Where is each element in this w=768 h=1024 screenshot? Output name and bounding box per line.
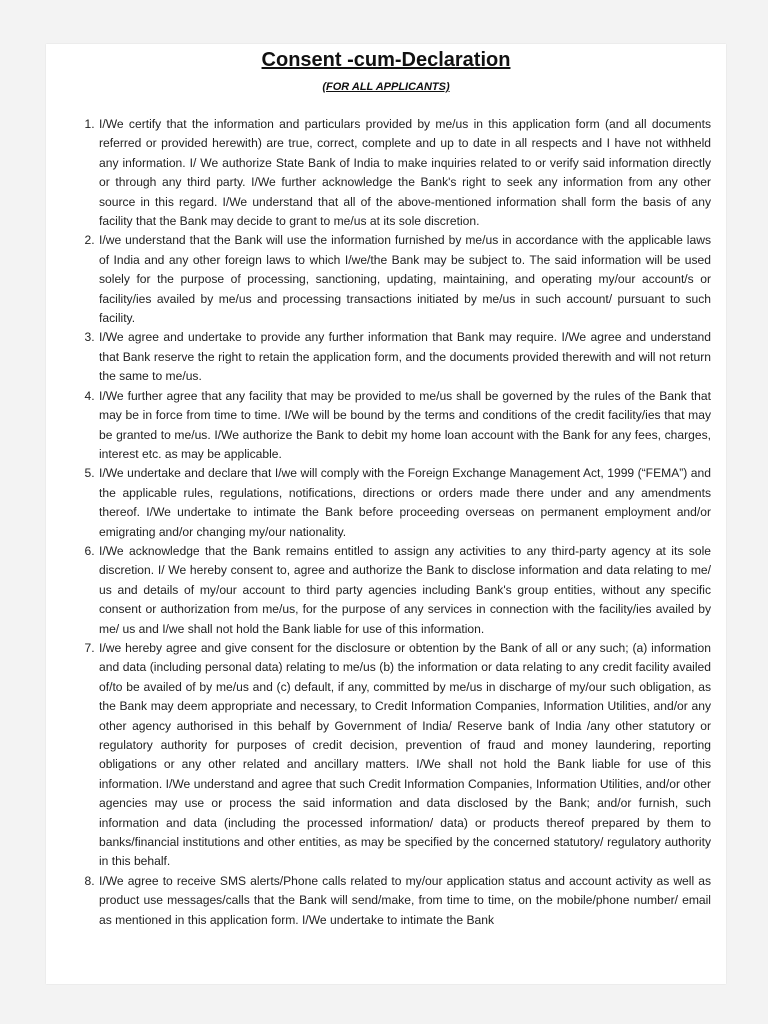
clause-item: 6. I/We acknowledge that the Bank remains entitled to assign any activities to any third-party agency at its sole discretion. I/ We hereby consent to, agree and authorize the Bank to disclose information and data relating to me/ us and details of my/our account to third party agencies including Bank's group entities, without any specific consent or authorization from me/us, for the purpose of any services in connection with the facility/ies availed by me/ us and I/we shall not hold the Bank liable for use of this information. [98,542,711,639]
document-page [46,44,726,984]
clause-item: 8. I/We agree to receive SMS alerts/Phone calls related to my/our application status and account activity as well as product use messages/calls that the Bank will send/make, from time to time, on the mobile/phone number/ email as mentioned in this application form. I/We undertake to intimate the Bank [98,872,711,930]
clause-list [46,115,726,930]
clause-item: 1. I/We certify that the information and particulars provided by me/us in this application form (and all documents referred or provided herewith) are true, correct, complete and up to date in all respects and I have not withheld any information. I/ We authorize State Bank of India to make inquiries related to or verify said information directly or through any third party. I/We further acknowledge the Bank's right to seek any information from any other source in this regard. I/We understand that all of the above-mentioned information shall form the basis of any facility that the Bank may decide to grant to me/us at its sole discretion. [98,115,711,231]
clause-item: 7. I/we hereby agree and give consent for the disclosure or obtention by the Bank of all or any such; (a) information and data (including personal data) relating to me/us (b) the information or data relating to any credit facility availed of/to be availed of by me/us and (c) default, if any, committed by me/us in discharge of my/our such obligation, as the Bank may deem appropriate and necessary, to Credit Information Companies, Information Utilities, and/or any other agency authorised in this behalf by Government of India/ Reserve bank of India /any other statutory or regulatory authority for purposes of credit decision, prevention of fraud and money laundering, reporting obligations or any other related and ancillary matters. I/We shall not hold the Bank liable for use of this information. I/We understand and agree that such Credit Information Companies, Information Utilities, and/or other agencies may use or process the said information and data disclosed by the Bank; and/or furnish, such information and data (including the processed information/ data) or products thereof prepared by them to banks/financial institutions and other entities, as may be specified by the concerned statutory/ regulatory authority in this behalf. [98,639,711,872]
clause-item: 2. I/we understand that the Bank will use the information furnished by me/us in accordance with the applicable laws of India and any other foreign laws to which I/we/the Bank may be subject to. The said information will be used solely for the purpose of processing, sanctioning, updating, maintaining, and operating my/our account/s or facility/ies availed by me/us and processing transactions initiated by me/us in such account/ pursuant to such facility. [98,231,711,328]
clause-item: 3. I/We agree and undertake to provide any further information that Bank may require. I/We agree and understand that Bank reserve the right to retain the application form, and the documents provided therewith and will not return the same to me/us. [98,328,711,386]
clause-item: 4. I/We further agree that any facility that may be provided to me/us shall be governed by the rules of the Bank that may be in force from time to time. I/We will be bound by the terms and conditions of the credit facility/ies that may be granted to me/us. I/We authorize the Bank to debit my home loan account with the Bank for any fees, charges, interest etc. as may be applicable. [98,387,711,465]
document-subtitle: (FOR ALL APPLICANTS) [322,81,450,93]
document-title: Consent -cum-Declaration [261,49,511,71]
clause-item: 5. I/We undertake and declare that I/we will comply with the Foreign Exchange Management Act, 1999 (“FEMA”) and the applicable rules, regulations, notifications, directions or orders made there under and any amendments thereof. I/We undertake to intimate the Bank before proceeding overseas on permanent employment and/or emigrating and/or changing my/our nationality. [98,464,711,542]
